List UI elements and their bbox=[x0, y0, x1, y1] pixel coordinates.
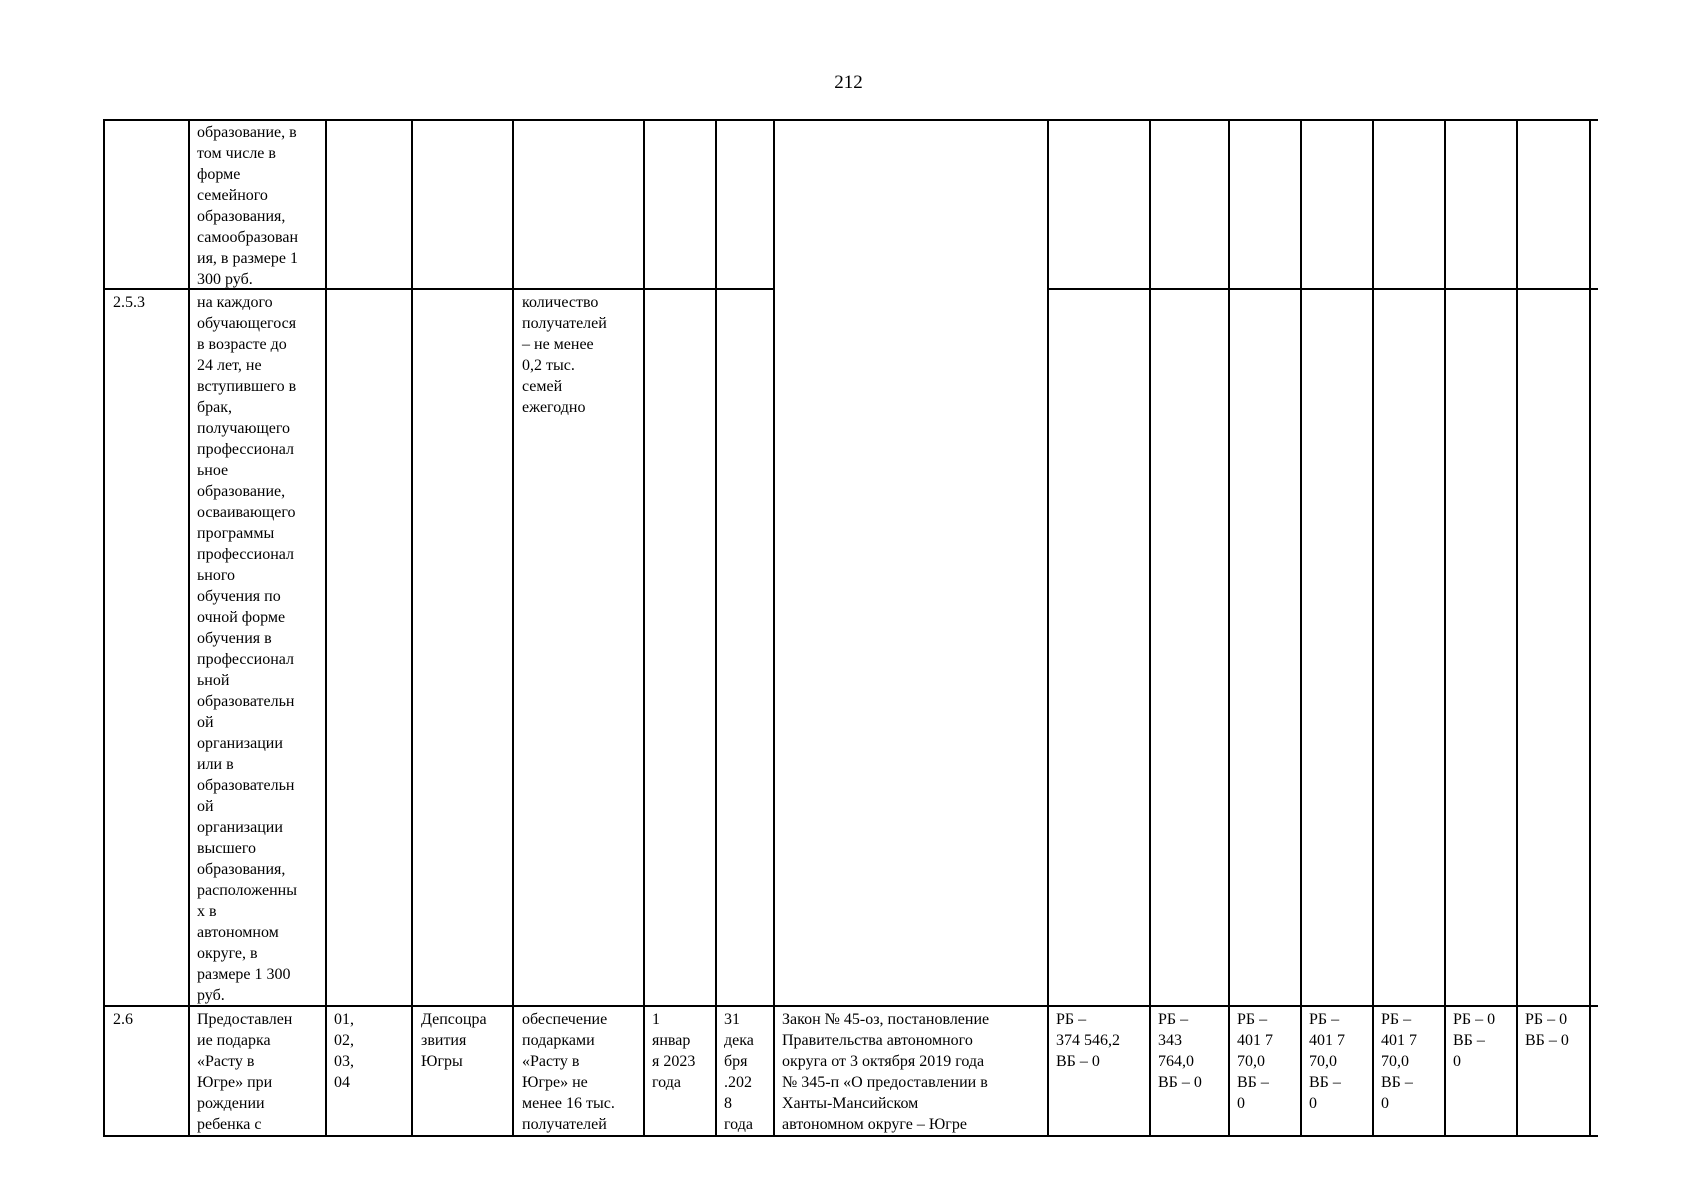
table-top-border bbox=[103, 119, 1598, 121]
row-26-indicator: обеспечение подарками «Расту в Югре» не менее 16 тыс. получателей bbox=[522, 1011, 615, 1133]
row-26-year-6: РБ – 0 ВБ – 0 bbox=[1525, 1011, 1569, 1049]
row-26-year-3: РБ – 401 7 70,0 ВБ – 0 bbox=[1309, 1011, 1345, 1112]
col-border-6 bbox=[715, 119, 717, 1136]
cont-row-name: образование, в том числе в форме семейного образования, самообразован ия, в размере 1 300 руб. bbox=[197, 124, 298, 288]
col-border-13 bbox=[1444, 119, 1446, 1136]
row-26-legal-basis: Закон № 45-оз, постановление Правительства автономного округа от 3 октября 2019 года № 345-п «О предоставлении в Ханты-Мансийском автономном округе – Югре bbox=[782, 1011, 990, 1133]
col-border-10 bbox=[1228, 119, 1230, 1136]
col-border-14 bbox=[1516, 119, 1518, 1136]
col-border-3 bbox=[411, 119, 413, 1136]
col-border-1 bbox=[188, 119, 190, 1136]
col-border-8 bbox=[1047, 119, 1049, 1136]
col-border-15 bbox=[1589, 119, 1591, 1136]
table-bottom-border bbox=[103, 1135, 1598, 1137]
col-border-5 bbox=[643, 119, 645, 1136]
row-253-number: 2.5.3 bbox=[113, 294, 145, 311]
row-26-total-funding: РБ – 374 546,2 ВБ – 0 bbox=[1056, 1011, 1120, 1070]
row-26-number: 2.6 bbox=[113, 1011, 133, 1028]
row-26-end-date: 31 дека бря .202 8 года bbox=[724, 1011, 754, 1133]
row-26-year-1: РБ – 343 764,0 ВБ – 0 bbox=[1158, 1011, 1202, 1091]
col-border-0 bbox=[103, 119, 105, 1136]
row-26-year-2: РБ – 401 7 70,0 ВБ – 0 bbox=[1237, 1011, 1273, 1112]
row-26-year-4: РБ – 401 7 70,0 ВБ – 0 bbox=[1381, 1011, 1417, 1112]
page-number: 212 bbox=[834, 72, 863, 93]
col-border-4 bbox=[512, 119, 514, 1136]
row-253-indicator: количество получателей – не менее 0,2 тыс. семей ежегодно bbox=[522, 294, 607, 416]
row-26-codes: 01, 02, 03, 04 bbox=[334, 1011, 354, 1091]
col-border-11 bbox=[1300, 119, 1302, 1136]
row-26-start-date: 1 январ я 2023 года bbox=[652, 1011, 696, 1091]
row-26-executor: Депсоцра звития Югры bbox=[421, 1011, 487, 1070]
row-253-name: на каждого обучающегося в возрасте до 24 лет, не вступившего в брак, получающего профессионал ьное образование, осваивающего программы профессионал ьного обучения по очной форме обучения в профессионал ьной образовательн ой организации или в образовательн ой организации высшего образования, расположенны х в автономном округе, в размере 1 300 руб. bbox=[197, 294, 297, 1004]
col-border-12 bbox=[1372, 119, 1374, 1136]
col-border-2 bbox=[325, 119, 327, 1136]
row-26-name: Предоставлен ие подарка «Расту в Югре» при рождении ребенка с bbox=[197, 1011, 293, 1133]
col-border-7 bbox=[773, 119, 775, 1136]
col-border-9 bbox=[1149, 119, 1151, 1136]
row-divider-253 bbox=[103, 1005, 1598, 1007]
row-26-year-5: РБ – 0 ВБ – 0 bbox=[1453, 1011, 1496, 1070]
